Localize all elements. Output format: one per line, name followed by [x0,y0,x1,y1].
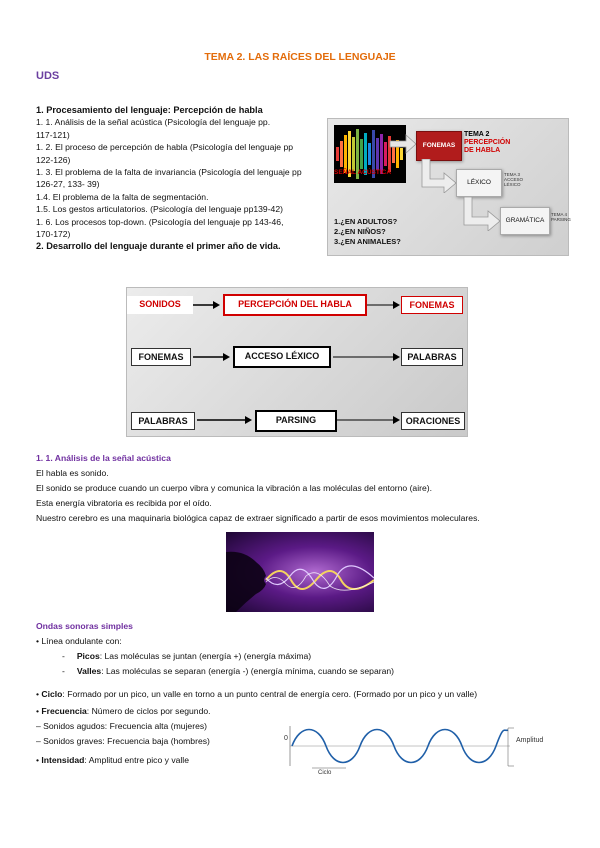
subtitle-uds: UDS [36,70,60,82]
speech-wave-image [226,532,374,612]
flow-oraciones: ORACIONES [401,412,465,430]
ciclo-text: : Formado por un pico, un valle en torno a un punto central de energía cero. (Formado por un pico y un valle) [62,689,478,699]
elbow-arrow-icon [460,197,502,231]
slide-language-levels [327,118,569,256]
toc-item: 122-126) [36,154,71,165]
graves-text: Sonidos graves: Frecuencia baja (hombres) [43,736,210,746]
toc-item: 170-172) [36,229,71,240]
fonemas-box: FONEMAS [416,131,462,161]
slide-processing-flow [126,287,468,437]
gramatica-note-2: PARSING [551,217,571,222]
wave-ciclo-label: Ciclo [318,770,332,774]
flow-parsing: PARSING [255,410,337,432]
elbow-arrow-icon [418,159,458,193]
gramatica-box: GRAMÁTICA [500,207,550,235]
paragraph-line: El habla es sonido. [36,468,109,478]
flow-palabras-1: PALABRAS [401,348,463,366]
toc-item: 1.5. Los gestos articulatorios. (Psicología del lenguaje pp139-42) [36,204,283,215]
question-2: 2.¿EN NIÑOS? [334,227,386,236]
picos-text: : Las moléculas se juntan (energía +) (energía máxima) [99,651,312,661]
intensidad-label: Intensidad [41,755,85,765]
page-title: TEMA 2. LAS RAÍCES DEL LENGUAJE [204,51,396,63]
ondas-heading: Ondas sonoras simples [36,621,133,631]
gramatica-note [551,212,571,222]
paragraph-line: El sonido se produce cuando un cuerpo vibra y comunica la vibración a las moléculas del entorno (aire). [36,483,433,493]
toc-item: 126-27, 133- 39) [36,179,100,190]
toc-heading-1: 1. Procesamiento del lenguaje: Percepción de habla [36,105,263,115]
flow-fonemas-1: FONEMAS [401,296,463,314]
paragraph-line: Nuestro cerebro es una maquinaria biológica capaz de extraer significado a partir de esos movimientos moleculares. [36,513,480,523]
bullet-intensidad: • Intensidad: Amplitud entre pico y valle [36,755,190,765]
toc-item: 1. 6. Los procesos top-down. (Psicología del lenguaje pp 143-46, [36,216,284,227]
flow-fonemas-2: FONEMAS [131,348,191,366]
bullet-valles: - Valles: Las moléculas se separan (energía -) (energía mínima, cuando se separan) [62,666,395,676]
valles-text: : Las moléculas se separan (energía -) (energía mínima, cuando se separan) [101,666,395,676]
senal-label: SEÑAL ACÚSTICA [334,169,392,176]
bullet-ciclo: • Ciclo: Formado por un pico, un valle en torno a un punto central de energía cero. (Formado por un pico y un valle) [36,689,478,699]
lexico-note-1: TEMA 3 [504,172,521,177]
question-3: 3.¿EN ANIMALES? [334,237,401,246]
bullet-linea: • Línea ondulante con: [36,636,122,646]
tema-2-sub1: PERCEPCIÓN [464,139,511,146]
flow-acceso-lexico: ACCESO LÉXICO [233,346,331,368]
question-1: 1.¿EN ADULTOS? [334,217,398,226]
frecuencia-text: : Número de ciclos por segundo. [86,706,211,716]
arrow-right-icon [193,300,221,310]
line-graves: – Sonidos graves: Frecuencia baja (hombres) [36,736,210,746]
valles-label: Valles [76,666,102,676]
tema-2-label: TEMA 2 [464,131,490,138]
flow-percepcion [223,294,367,316]
arrow-right-icon [337,415,401,425]
wave-amplitud-label: Amplitud [516,737,544,744]
tema-2-sub2: DE HABLA [464,147,501,154]
sine-wave-diagram [282,722,556,774]
toc-item: 1. 3. El problema de la falta de invariancia (Psicología del lenguaje pp [36,167,302,178]
toc-item: 117-121) [36,129,70,140]
toc-item: 1.4. El problema de la falta de segmentación. [36,191,209,202]
ciclo-label: Ciclo [41,689,63,699]
arrow-right-icon [367,300,401,310]
flow-sonidos: SONIDOS [127,296,193,314]
bullet-picos: - Picos: Las moléculas se juntan (energía +) (energía máxima) [62,651,312,661]
table-of-contents [36,104,326,253]
arrow-right-icon [197,415,253,425]
lexico-note-3: LÉXICO [504,182,521,187]
picos-label: Picos [76,651,100,661]
toc-item: 1. 2. El proceso de percepción de habla (Psicología del lenguaje pp [36,142,294,153]
section-analisis [36,451,480,526]
questions-list [334,217,401,247]
lexico-box: LÉXICO [456,169,502,197]
arrow-right-icon [388,129,418,159]
paragraph-line: Esta energía vibratoria es recibida por el oído. [36,498,212,508]
line-agudos: – Sonidos agudos: Frecuencia alta (mujeres) [36,721,208,731]
agudos-text: Sonidos agudos: Frecuencia alta (mujeres) [43,721,208,731]
intensidad-text: : Amplitud entre pico y valle [84,755,190,765]
toc-item: 1. 1. Análisis de la señal acústica (Psicología del lenguaje pp. [36,117,271,128]
lexico-note-2: ACCESO [504,177,524,182]
gramatica-note-1: TEMA 4 [551,212,568,217]
flow-palabras-2: PALABRAS [131,412,195,430]
flow-percepcion-label: PERCEPCIÓN DEL HABLA [238,299,352,309]
arrow-right-icon [193,352,231,362]
lexico-note [504,172,523,187]
frecuencia-label: Frecuencia [41,706,87,716]
linea-text: Línea ondulante con: [41,636,122,646]
bullet-frecuencia: • Frecuencia: Número de ciclos por segundo. [36,706,211,716]
section-heading: 1. 1. Análisis de la señal acústica [36,453,171,463]
toc-heading-2: 2. Desarrollo del lenguaje durante el primer año de vida. [36,241,281,252]
arrow-right-icon [333,352,401,362]
wave-zero-label: 0 [284,735,288,742]
